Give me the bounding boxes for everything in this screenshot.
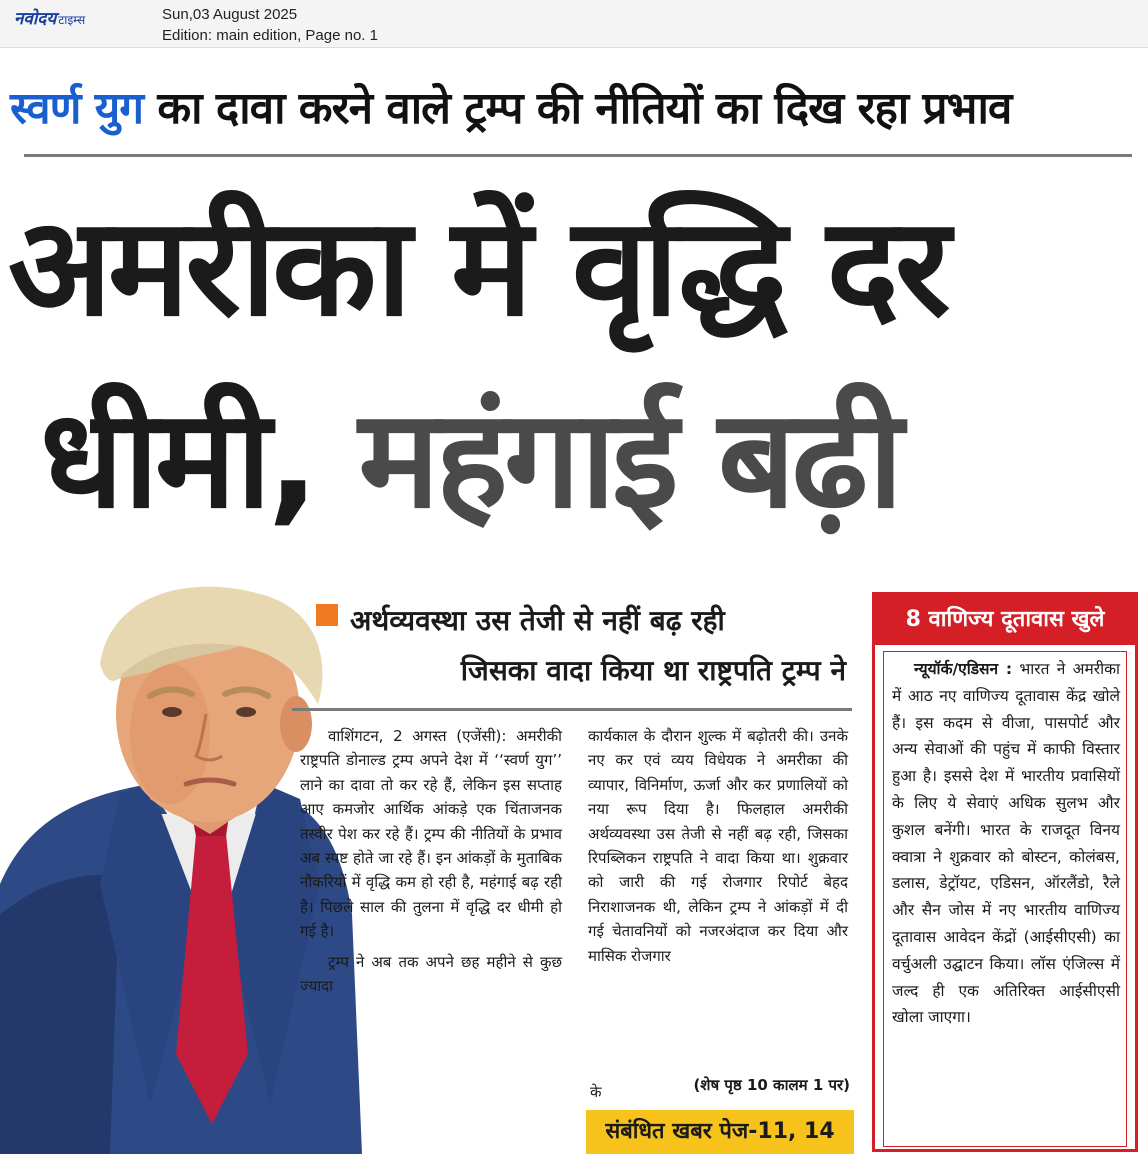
continued-on-note[interactable]: (शेष पृष्ठ 10 कालम 1 पर) xyxy=(693,1076,850,1094)
sidebar-dateline: न्यूयॉर्क/एडिसन : xyxy=(914,660,1013,678)
right-eye xyxy=(236,707,256,717)
newspaper-logo[interactable] xyxy=(14,6,85,32)
story-paragraph: ट्रम्प ने अब तक अपने छह महीने से कुछ ज्यादा xyxy=(300,952,562,996)
sidebar-body xyxy=(892,656,1120,1031)
subhead-line-2: जिसका वादा किया था राष्ट्रपति ट्रम्प ने xyxy=(460,654,846,687)
logo-main-text: नवोदय xyxy=(14,9,57,29)
story-column-1 xyxy=(300,724,562,998)
sidebar-title: 8 वाणिज्य दूतावास खुले xyxy=(875,595,1135,645)
related-news-banner[interactable]: संबंधित खबर पेज-11, 14 xyxy=(586,1110,854,1154)
bullet-square-icon xyxy=(316,604,338,626)
story-column-2 xyxy=(588,724,848,968)
story-tail-word: के xyxy=(590,1083,602,1101)
subhead-divider xyxy=(292,708,852,711)
kicker-divider xyxy=(24,154,1132,157)
kicker-accent: स्वर्ण युग xyxy=(10,83,144,134)
kicker-rest: का दावा करने वाले ट्रम्प की नीतियों का दिख रहा प्रभाव xyxy=(143,83,1012,134)
edition-info: Edition: main edition, Page no. 1 xyxy=(162,27,378,44)
top-bar xyxy=(0,0,1148,48)
headline-line-2-grey: महंगाई बढ़ी xyxy=(358,381,900,539)
logo-sub-text: टाइम्स xyxy=(58,13,86,27)
subhead xyxy=(350,596,846,696)
headline-line-1: अमरीका में वृद्धि दर xyxy=(8,189,947,347)
headline-line-2-dark: धीमी, xyxy=(40,381,359,539)
subhead-line-1: अर्थव्यवस्था उस तेजी से नहीं बढ़ रही xyxy=(350,604,725,637)
edition-date: Sun,03 August 2025 xyxy=(162,6,298,23)
story-paragraph: वाशिंगटन, 2 अगस्त (एजेंसी): अमरीकी राष्ट्रपति डोनाल्ड ट्रम्प अपने देश में ‘‘स्वर्ण युग’’ लाने का दावा तो कर रहे हैं, लेकिन इस सप्ताह आए कमजोर आर्थिक आंकड़े एक चिंताजनक तस्वीर पेश कर रहे हैं। ट्रम्प की नीतियों के प्रभाव अब स्पष्ट होते जा रहे हैं। इन आंकड़ों के मुताबिक नौकरियों में वृद्धि कम हो रही है, महंगाई बढ़ रही है। पिछले साल की तुलना में वृद्धि दर धीमी हो गई है। xyxy=(300,727,562,941)
left-eye xyxy=(162,707,182,717)
story-paragraph: कार्यकाल के दौरान शुल्क में बढ़ोतरी की। उनके नए कर एवं व्यय विधेयक ने अमरीका की व्यापार, विनिर्माण, ऊर्जा और कर प्रणालियों को नया रूप दिया है। फिलहाल अमरीकी अर्थव्यवस्था उस तेजी से नहीं बढ़ रही, जिसका रिपब्लिकन राष्ट्रपति ने वादा किया था। शुक्रवार को जारी की गई रोजगार रिपोर्ट बेहद निराशाजनक थी, लेकिन ट्रम्प ने आंकड़ों में दी गई चेतावनियों को नजरअंदाज कर दिया और मासिक रोजगार xyxy=(588,727,848,965)
kicker-headline xyxy=(10,78,1140,140)
headline-line-2 xyxy=(40,370,1140,550)
sidebar-news-box xyxy=(872,592,1138,1152)
suit-shading xyxy=(0,874,120,1154)
sidebar-inner-frame xyxy=(883,651,1127,1147)
sidebar-text: भारत ने अमरीका में आठ नए वाणिज्य दूतावास केंद्र खोले हैं। इस कदम से वीजा, पासपोर्ट और अन्य सेवाओं की पहुंच में काफी विस्तार हुआ है। इससे देश में भारतीय प्रवासियों के लिए ये सेवाएं अधिक सुलभ और कुशल बनेंगी। भारत के राजदूत विनय क्वात्रा ने शुक्रवार को बोस्टन, कोलंबस, डलास, डेट्रॉयट, एडिसन, ऑरलैंडो, रैले और सैन जोस में नए भारतीय वाणिज्य दूतावास आवेदन केंद्रों (आईसीएसी) का वर्चुअली उद्घाटन किया। लॉस एंजिल्स में जल्द ही एक अतिरिक्त आईसीएसी खोला जाएगा। xyxy=(892,660,1121,1027)
edition-meta xyxy=(162,4,378,46)
